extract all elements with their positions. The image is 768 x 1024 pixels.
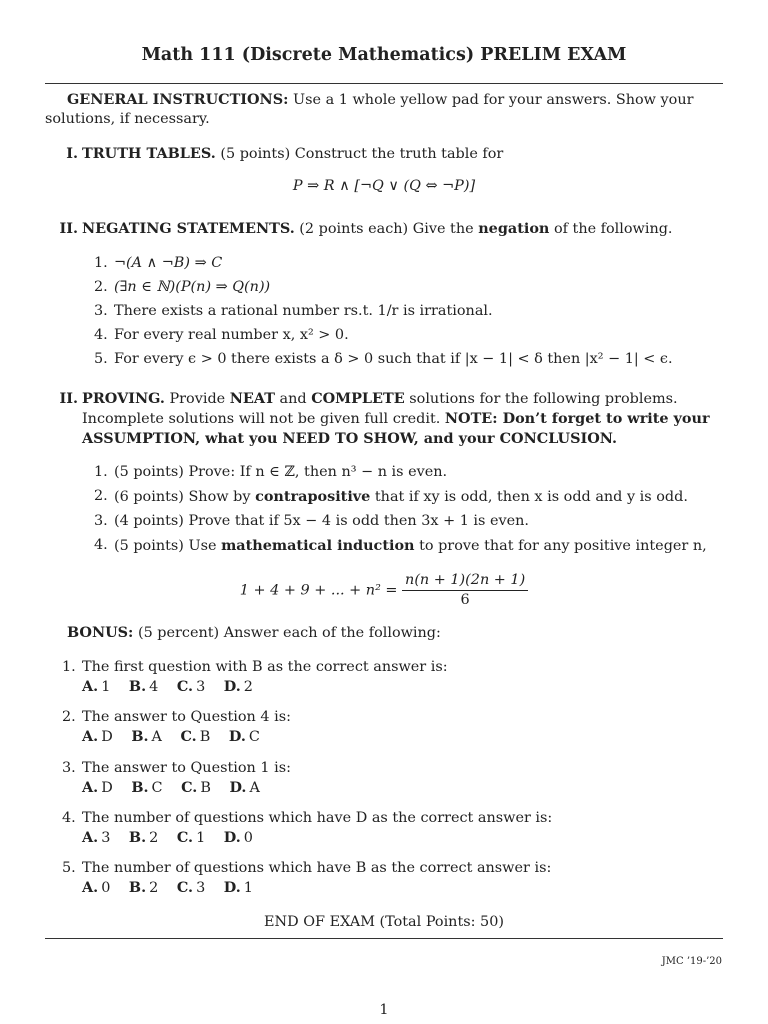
induction-formula — [0, 571, 768, 610]
item-text: For every real number x, x² > 0. — [114, 327, 349, 344]
item-number: 3. — [94, 513, 108, 530]
item-text: to prove that for any positive integer n, — [419, 538, 707, 555]
item-text: (5 points) Prove: If n ∈ ℤ, then n³ − n is even. — [114, 464, 448, 480]
bonus-label: BONUS: — [67, 624, 134, 641]
bonus-options — [82, 828, 722, 848]
item-number: 1. — [62, 659, 76, 675]
option: D. A — [229, 779, 260, 797]
option: A. 3 — [82, 829, 111, 847]
instructions-label: GENERAL INSTRUCTIONS: — [67, 91, 289, 108]
section-heading: PROVING. — [82, 390, 165, 407]
item-number: 3. — [62, 760, 76, 776]
bonus-item — [62, 809, 722, 848]
item-number: 1. — [94, 464, 108, 480]
page-number: 1 — [379, 1002, 389, 1018]
option: B. A — [131, 728, 162, 746]
item-number: 4. — [62, 810, 76, 826]
item-number: 5. — [62, 860, 76, 876]
section-text-bold: negation — [478, 220, 550, 237]
complete-label: COMPLETE — [311, 390, 405, 407]
bottom-rule — [45, 938, 723, 939]
option: B. 4 — [128, 678, 159, 696]
option: C. B — [180, 728, 211, 746]
item-number: 3. — [94, 303, 108, 320]
option: B. C — [131, 779, 163, 797]
formula-fraction — [402, 571, 528, 610]
exam-title: Math 111 (Discrete Mathematics) PRELIM EXAM — [141, 45, 627, 65]
bonus-question: The answer to Question 4 is: — [82, 709, 291, 725]
section-proving — [45, 389, 725, 449]
bonus-item — [62, 708, 722, 747]
section-number: II. — [59, 220, 78, 237]
bonus-question: The first question with B as the correct answer is: — [82, 659, 448, 675]
proving-list — [94, 463, 724, 561]
bonus-options — [82, 727, 722, 747]
section-text-post: of the following. — [553, 221, 673, 237]
option: D. C — [228, 728, 260, 746]
item-number: 4. — [94, 327, 108, 344]
item-number: 2. — [94, 488, 108, 505]
bonus-item — [62, 859, 722, 898]
section-text: Provide — [169, 391, 226, 407]
item-bold: mathematical induction — [221, 537, 415, 555]
item-bold: contrapositive — [255, 488, 371, 506]
end-of-exam: END OF EXAM (Total Points: 50) — [264, 914, 504, 930]
list-item — [94, 326, 724, 345]
item-number: 2. — [94, 279, 108, 296]
section-negating-statements — [45, 219, 725, 239]
list-item — [94, 512, 724, 531]
option: C. B — [181, 779, 211, 797]
item-text: (6 points) Show by — [114, 489, 251, 506]
item-text: that if xy is odd, then x is odd and y is odd. — [374, 489, 688, 506]
truth-table-formula — [0, 177, 768, 196]
option: B. 2 — [128, 879, 159, 897]
option: A. 0 — [82, 879, 111, 897]
item-text: For every ϵ > 0 there exists a δ > 0 such that if |x − 1| < δ then |x² − 1| < ϵ. — [114, 351, 673, 368]
option: C. 1 — [176, 829, 206, 847]
section-truth-tables — [45, 144, 725, 164]
option: D. 0 — [223, 829, 253, 847]
section-heading: NEGATING STATEMENTS. — [82, 220, 295, 237]
option: D. 1 — [223, 879, 253, 897]
bonus-question: The number of questions which have D as the correct answer is: — [82, 810, 553, 826]
bonus-item — [62, 658, 722, 697]
formula-lhs: 1 + 4 + 9 + ... + n² = — [239, 582, 398, 599]
section-number: I. — [66, 145, 78, 162]
section-number: II. — [59, 390, 78, 407]
bonus-options — [82, 878, 722, 898]
bonus-item — [62, 759, 722, 798]
item-text: ¬(A ∧ ¬B) ⇒ C — [114, 255, 223, 271]
option: A. D — [82, 779, 113, 797]
general-instructions — [45, 90, 725, 129]
formula-numerator: n(n + 1)(2n + 1) — [402, 571, 528, 591]
formula-denominator: 6 — [460, 592, 470, 609]
note-text: NOTE: Don’t forget to write your ASSUMPTION, what you NEED TO SHOW, and your CONCLUSION. — [82, 410, 710, 448]
list-item — [94, 350, 724, 369]
item-text: (∃n ∈ ℕ)(P(n) ⇒ Q(n)) — [114, 279, 271, 296]
item-number: 1. — [94, 255, 108, 271]
item-text: There exists a rational number rs.t. 1/r is irrational. — [114, 303, 493, 320]
item-number: 5. — [94, 351, 108, 368]
bonus-question: The answer to Question 1 is: — [82, 760, 291, 776]
list-item — [94, 254, 724, 273]
option: C. 3 — [176, 879, 206, 897]
option: B. 2 — [128, 829, 159, 847]
instructions-text: Use a 1 whole yellow pad for your answers. Show your solutions, if necessary. — [45, 92, 694, 128]
formula-text: P ⇒ R ∧ [¬Q ∨ (Q ⇔ ¬P)] — [292, 178, 476, 194]
section-text: solutions for the following problems. Incomplete solutions will not be given full credit. — [82, 391, 678, 428]
top-rule — [45, 83, 723, 84]
section-text-pre: (2 points each) Give the — [299, 221, 474, 237]
list-item — [94, 463, 724, 482]
bonus-text: (5 percent) Answer each of the following: — [137, 625, 441, 641]
bonus-heading — [45, 623, 725, 643]
item-number: 2. — [62, 709, 76, 725]
negation-list — [94, 254, 724, 374]
bonus-question: The number of questions which have B as the correct answer is: — [82, 860, 552, 876]
list-item — [94, 278, 724, 297]
list-item — [94, 302, 724, 321]
list-item — [94, 487, 724, 507]
item-text: (4 points) Prove that if 5x − 4 is odd then 3x + 1 is even. — [114, 513, 530, 530]
option: D. 2 — [223, 678, 253, 696]
neat-label: NEAT — [229, 390, 275, 407]
section-text: (5 points) Construct the truth table for — [220, 146, 504, 162]
item-text: (5 points) Use — [114, 538, 217, 555]
section-heading: TRUTH TABLES. — [82, 145, 216, 162]
bonus-options — [82, 677, 722, 697]
option: C. 3 — [176, 678, 206, 696]
option: A. 1 — [82, 678, 111, 696]
bonus-options — [82, 778, 722, 798]
option: A. D — [82, 728, 113, 746]
section-text: and — [279, 391, 307, 407]
item-number: 4. — [94, 537, 108, 554]
footer-initials: JMC ’19-’20 — [661, 956, 722, 967]
list-item — [94, 536, 724, 556]
